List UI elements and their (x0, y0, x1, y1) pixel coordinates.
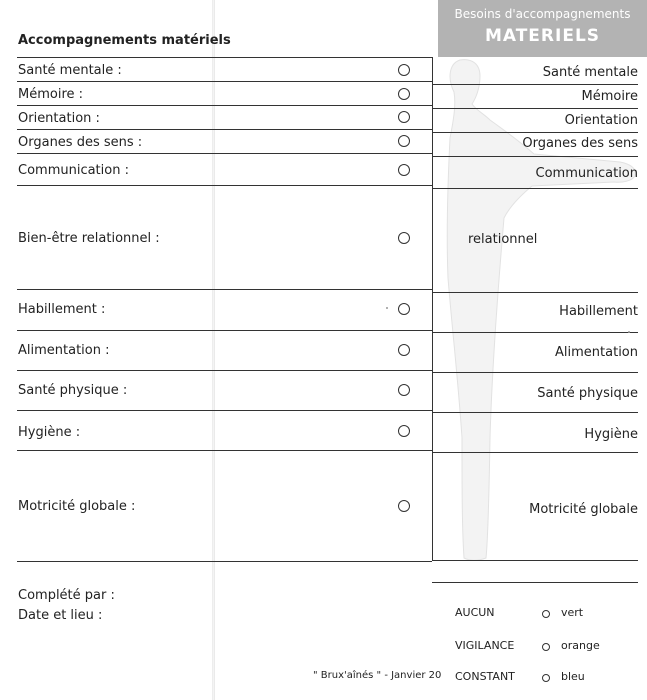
radio-memoire[interactable] (398, 88, 410, 100)
row-divider (17, 153, 432, 154)
row-divider (432, 560, 638, 561)
legend-color-orange: orange (561, 639, 600, 652)
row-label-alimentation: Alimentation : (18, 343, 110, 358)
row-divider (432, 332, 638, 333)
row-label-motricite-globale: Motricité globale : (18, 499, 136, 514)
right-label-organes-des-sens: Organes des sens (522, 136, 638, 151)
right-label-memoire: Mémoire (581, 89, 638, 104)
radio-bien-etre-relationnel[interactable] (398, 232, 410, 244)
row-divider (17, 561, 432, 562)
row-divider (17, 450, 432, 451)
radio-motricite-globale[interactable] (398, 500, 410, 512)
row-divider (432, 188, 638, 189)
scan-speck (386, 307, 388, 309)
row-label-communication: Communication : (18, 163, 129, 178)
row-divider (17, 330, 432, 331)
row-label-memoire: Mémoire : (18, 87, 84, 102)
right-label-hygiene: Hygiène (584, 427, 638, 442)
right-label-habillement: Habillement (559, 304, 638, 319)
row-divider (432, 372, 638, 373)
right-label-motricite-globale: Motricité globale (529, 502, 638, 517)
header-title: MATERIELS (484, 26, 601, 46)
right-label-sante-physique: Santé physique (537, 386, 638, 401)
radio-communication[interactable] (398, 164, 410, 176)
right-label-orientation: Orientation (564, 113, 638, 128)
row-divider (17, 289, 432, 290)
section-title: Accompagnements matériels (18, 33, 231, 48)
row-divider (432, 292, 638, 293)
radio-hygiene[interactable] (398, 425, 410, 437)
legend-radio-vigilance (542, 643, 550, 651)
row-divider (432, 156, 638, 157)
legend-level-constant: CONSTANT (455, 670, 515, 683)
row-divider (432, 452, 638, 453)
radio-alimentation[interactable] (398, 344, 410, 356)
radio-organes-des-sens[interactable] (398, 135, 410, 147)
row-label-sante-physique: Santé physique : (18, 383, 128, 398)
header-subtitle: Besoins d'accompagnements (454, 7, 631, 21)
column-divider (432, 57, 433, 561)
row-divider (432, 108, 638, 109)
row-label-orientation: Orientation : (18, 111, 100, 126)
legend-radio-aucun (542, 610, 550, 618)
legend-level-aucun: AUCUN (455, 606, 495, 619)
row-label-bien-etre-relationnel: Bien-être relationnel : (18, 231, 160, 246)
radio-sante-physique[interactable] (398, 384, 410, 396)
right-label-alimentation: Alimentation (555, 345, 638, 360)
row-divider (17, 185, 432, 186)
scan-speck (628, 331, 630, 333)
row-divider (432, 582, 638, 583)
radio-habillement[interactable] (398, 303, 410, 315)
section-header (438, 0, 647, 57)
radio-orientation[interactable] (398, 111, 410, 123)
row-divider (17, 105, 432, 106)
right-label-sante-mentale: Santé mentale (542, 65, 638, 80)
completed-by-label: Complété par : (18, 588, 115, 603)
right-label-relationnel: relationnel (468, 232, 538, 247)
row-divider (432, 132, 638, 133)
right-label-communication: Communication (535, 166, 638, 181)
credit-text: " Brux'aînés " - Janvier 20 (313, 670, 442, 681)
date-place-label: Date et lieu : (18, 608, 103, 623)
row-divider (17, 410, 432, 411)
row-label-sante-mentale: Santé mentale : (18, 63, 122, 78)
legend-level-vigilance: VIGILANCE (455, 639, 515, 652)
row-divider (432, 84, 638, 85)
row-divider (17, 129, 432, 130)
legend-radio-constant (542, 674, 550, 682)
radio-sante-mentale[interactable] (398, 64, 410, 76)
row-divider (432, 412, 638, 413)
row-divider (17, 57, 432, 58)
row-label-habillement: Habillement : (18, 302, 106, 317)
row-label-organes-des-sens: Organes des sens : (18, 135, 143, 150)
legend-color-bleu: bleu (561, 670, 585, 683)
legend-color-vert: vert (561, 606, 584, 619)
row-divider (17, 370, 432, 371)
row-divider (17, 81, 432, 82)
row-label-hygiene: Hygiène : (18, 425, 81, 440)
